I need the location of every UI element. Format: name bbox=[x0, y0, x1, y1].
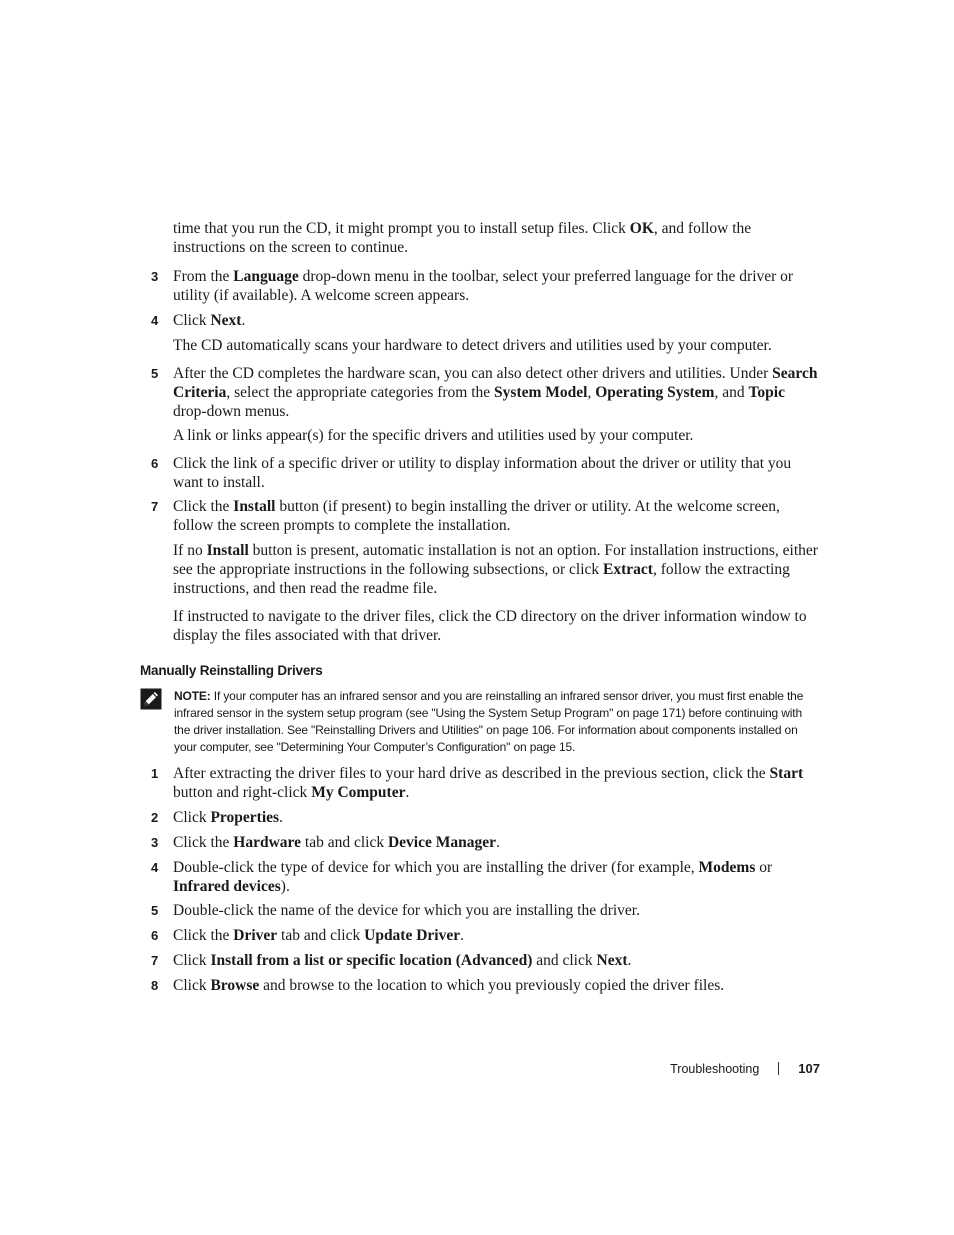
step-text: Click the link of a specific driver or utility to display information about the driver or utility that you want to install. bbox=[173, 455, 792, 491]
footer-section-title: Troubleshooting bbox=[670, 1061, 760, 1076]
step-5 bbox=[140, 364, 820, 421]
step-number: 6 bbox=[151, 456, 159, 471]
step-text: Click the Install button (if present) to begin installing the driver or utility. At the welcome screen, follow the screen prompts to complete the installation. bbox=[173, 498, 780, 534]
step-text: From the Language drop-down menu in the toolbar, select your preferred language for the driver or utility (if available). A welcome screen appears. bbox=[173, 268, 794, 304]
step-number: 5 bbox=[151, 366, 159, 381]
page-number: 107 bbox=[798, 1061, 820, 1076]
step-b-3 bbox=[140, 833, 820, 852]
step-text: Click the Hardware tab and click Device Manager. bbox=[173, 834, 500, 851]
step-number: 3 bbox=[151, 269, 159, 284]
note-text: NOTE: If your computer has an infrared sensor and you are reinstalling an infrared sensor driver, you must first enable the infrared sensor in the system setup program (see "Using the System Setup Program" on page 171) before continuing with the driver installation. See "Reinstalling Drivers and Utilities" on page 106. For information about components installed on your computer, see "Determining Your Computer’s Configuration" on page 15. bbox=[174, 689, 804, 754]
step-b-1 bbox=[140, 764, 820, 802]
step-b-5 bbox=[140, 901, 820, 920]
step-7 bbox=[140, 497, 820, 535]
step-number: 7 bbox=[151, 499, 159, 514]
step-text: After extracting the driver files to your hard drive as described in the previous section, click the Start button and right-click My Computer. bbox=[173, 765, 804, 801]
step-7-followup-2: If instructed to navigate to the driver files, click the CD directory on the driver information window to display the files associated with that driver. bbox=[173, 608, 807, 644]
step-text: After the CD completes the hardware scan, you can also detect other drivers and utilities. Under Search Criteria, select the appropriate categories from the System Model, Operating System, and Topic drop-down menus. bbox=[173, 365, 818, 420]
step-b-8 bbox=[140, 976, 820, 995]
section-heading: Manually Reinstalling Drivers bbox=[140, 663, 323, 678]
step-number: 1 bbox=[151, 766, 159, 781]
step-text: Click the Driver tab and click Update Driver. bbox=[173, 927, 464, 944]
note-box bbox=[140, 688, 820, 756]
note-label: NOTE: bbox=[174, 689, 211, 703]
step-number: 5 bbox=[151, 903, 159, 918]
step-b-4 bbox=[140, 858, 820, 896]
step-4 bbox=[140, 311, 820, 330]
step-number: 4 bbox=[151, 313, 159, 328]
step-number: 3 bbox=[151, 835, 159, 850]
step-text: Click Browse and browse to the location to which you previously copied the driver files. bbox=[173, 977, 725, 994]
step-number: 7 bbox=[151, 953, 159, 968]
step-number: 2 bbox=[151, 810, 159, 825]
step-text: Click Properties. bbox=[173, 809, 283, 826]
pencil-note-icon bbox=[140, 688, 174, 756]
step-b-2 bbox=[140, 808, 820, 827]
page-footer bbox=[670, 1061, 820, 1076]
step-6 bbox=[140, 454, 820, 492]
step-5-followup: A link or links appear(s) for the specific drivers and utilities used by your computer. bbox=[173, 427, 694, 444]
step-number: 6 bbox=[151, 928, 159, 943]
footer-divider bbox=[778, 1062, 779, 1075]
step-text: Double-click the name of the device for which you are installing the driver. bbox=[173, 902, 640, 919]
step-text: Click Next. bbox=[173, 312, 246, 329]
step-number: 8 bbox=[151, 978, 159, 993]
step-text: Double-click the type of device for which you are installing the driver (for example, Modems or Infrared devices). bbox=[173, 859, 773, 895]
step-b-7 bbox=[140, 951, 820, 970]
step-text: Click Install from a list or specific location (Advanced) and click Next. bbox=[173, 952, 632, 969]
step-4-followup: The CD automatically scans your hardware to detect drivers and utilities used by your computer. bbox=[173, 337, 772, 354]
step-number: 4 bbox=[151, 860, 159, 875]
step-7-followup-1: If no Install button is present, automatic installation is not an option. For installation instructions, either see the appropriate instructions in the following subsections, or click Extract, follow the extracting instructions, and then read the readme file. bbox=[173, 542, 818, 597]
step-3 bbox=[140, 267, 820, 305]
intro-paragraph: time that you run the CD, it might prompt you to install setup files. Click OK, and follow the instructions on the screen to continue. bbox=[173, 220, 752, 256]
step-b-6 bbox=[140, 926, 820, 945]
